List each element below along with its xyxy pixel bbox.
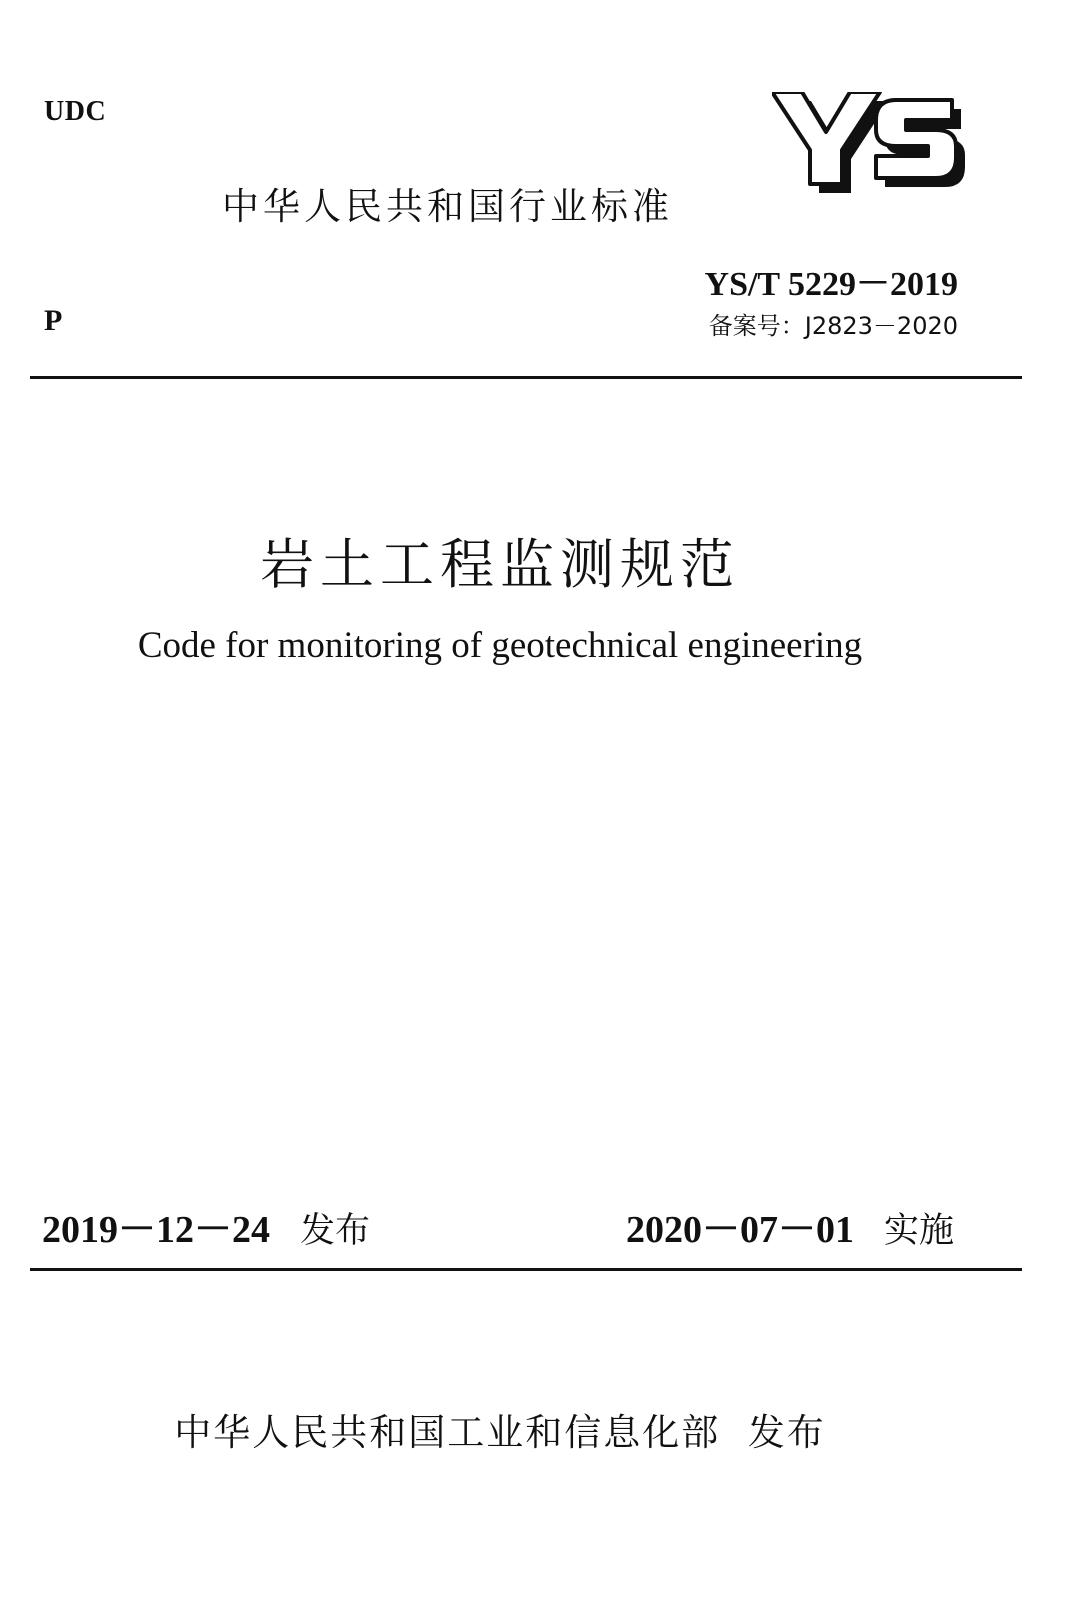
title-chinese: 岩土工程监测规范 — [260, 533, 740, 596]
issue-date: 2019－12－24 — [42, 1209, 271, 1251]
udc-label: UDC — [44, 96, 107, 127]
top-divider — [30, 376, 1022, 379]
issue-date-line — [42, 1198, 370, 1253]
issue-label: 发布 — [300, 1211, 371, 1251]
implementation-label: 实施 — [884, 1211, 955, 1251]
title-english: Code for monitoring of geotechnical engineering — [137, 625, 863, 666]
classification-code: P — [44, 304, 63, 337]
implementation-date-line — [626, 1198, 954, 1253]
ys-logo — [772, 92, 966, 196]
publisher-line: 中华人民共和国工业和信息化部 发布 — [174, 1411, 826, 1454]
filing-number: 备案号：J2823－2020 — [708, 312, 958, 340]
standard-category-heading: 中华人民共和国行业标准 — [222, 185, 673, 228]
bottom-divider — [30, 1268, 1022, 1271]
standard-number: YS/T 5229－2019 — [704, 266, 958, 303]
implementation-date: 2020－07－01 — [626, 1209, 855, 1251]
